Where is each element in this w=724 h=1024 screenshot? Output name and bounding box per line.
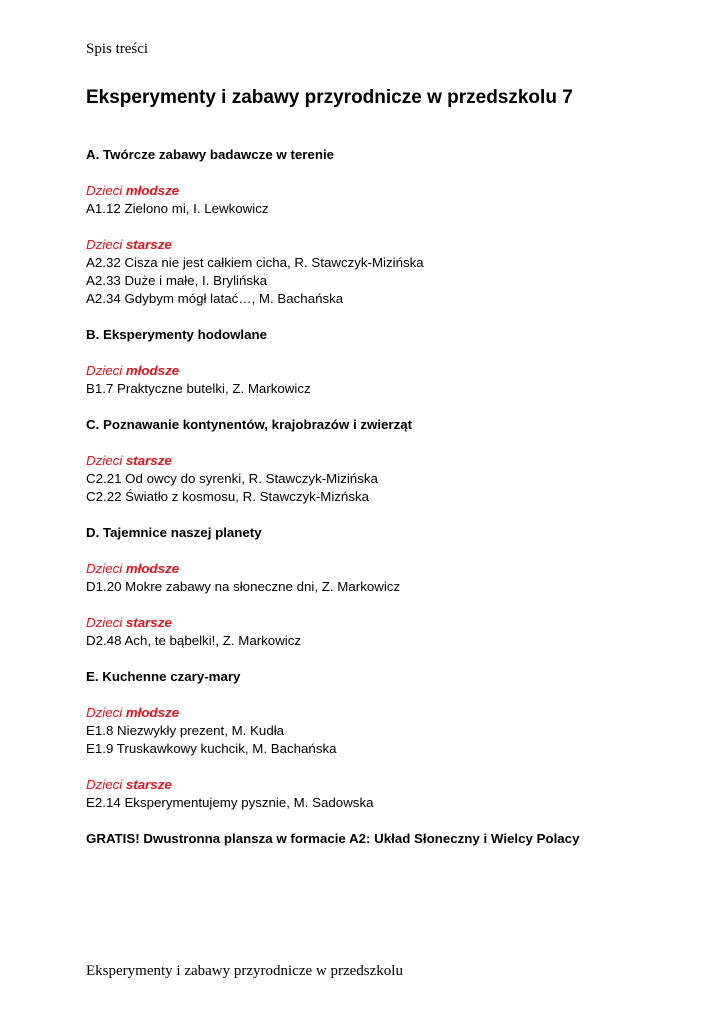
age-group-prefix: Dzieci	[86, 453, 126, 468]
table-of-contents	[86, 86, 646, 848]
toc-entry: A2.33 Duże i małe, I. Brylińska	[86, 273, 268, 288]
section-heading: D. Tajemnice naszej planety	[86, 525, 262, 540]
age-group-prefix: Dzieci	[86, 237, 126, 252]
age-group-prefix: Dzieci	[86, 561, 126, 576]
toc-entry: D1.20 Mokre zabawy na słoneczne dni, Z. Markowicz	[86, 579, 401, 594]
age-group-prefix: Dzieci	[86, 705, 126, 720]
age-group-name: starsze	[125, 615, 172, 630]
section-heading: E. Kuchenne czary-mary	[86, 669, 241, 684]
age-group-name: starsze	[125, 777, 172, 792]
age-group-label	[86, 362, 646, 380]
toc-entry: E1.8 Niezwykły prezent, M. Kudła	[86, 723, 285, 738]
age-group-label	[86, 614, 646, 632]
age-group-label	[86, 776, 646, 794]
toc-entry: E1.9 Truskawkowy kuchcik, M. Bachańska	[86, 741, 337, 756]
age-group-prefix: Dzieci	[86, 363, 126, 378]
page-header: Spis treści	[86, 41, 149, 57]
toc-entry: B1.7 Praktyczne butelki, Z. Markowicz	[86, 381, 311, 396]
age-group-prefix: Dzieci	[86, 615, 126, 630]
page-title: Eksperymenty i zabawy przyrodnicze w przedszkolu 7	[86, 87, 573, 108]
toc-entry: A1.12 Zielono mi, I. Lewkowicz	[86, 201, 269, 216]
section-heading: B. Eksperymenty hodowlane	[86, 327, 268, 342]
gratis-note: GRATIS! Dwustronna plansza w formacie A2: Układ Słoneczny i Wielcy Polacy	[86, 831, 580, 846]
age-group-label	[86, 560, 646, 578]
page-footer: Eksperymenty i zabawy przyrodnicze w przedszkolu	[86, 963, 403, 979]
toc-entry: E2.14 Eksperymentujemy pysznie, M. Sadowska	[86, 795, 374, 810]
age-group-prefix: Dzieci	[86, 777, 126, 792]
age-group-name: młodsze	[125, 363, 180, 378]
toc-entry: A2.32 Cisza nie jest całkiem cicha, R. Stawczyk-Mizińska	[86, 255, 424, 270]
age-group-prefix: Dzieci	[86, 183, 126, 198]
age-group-label	[86, 182, 646, 200]
sections-list	[86, 146, 646, 812]
age-group-label	[86, 236, 646, 254]
age-group-label	[86, 452, 646, 470]
section-heading: C. Poznawanie kontynentów, krajobrazów i zwierząt	[86, 417, 413, 432]
age-group-name: młodsze	[125, 561, 180, 576]
toc-entry: C2.22 Światło z kosmosu, R. Stawczyk-Mizńska	[86, 489, 370, 504]
toc-entry: D2.48 Ach, te bąbelki!, Z. Markowicz	[86, 633, 302, 648]
age-group-name: starsze	[125, 237, 172, 252]
age-group-name: młodsze	[125, 183, 180, 198]
age-group-name: starsze	[125, 453, 172, 468]
section-heading: A. Twórcze zabawy badawcze w terenie	[86, 147, 335, 162]
toc-entry: C2.21 Od owcy do syrenki, R. Stawczyk-Mizińska	[86, 471, 378, 486]
age-group-name: młodsze	[125, 705, 180, 720]
age-group-label	[86, 704, 646, 722]
toc-entry: A2.34 Gdybym mógł latać…, M. Bachańska	[86, 291, 344, 306]
